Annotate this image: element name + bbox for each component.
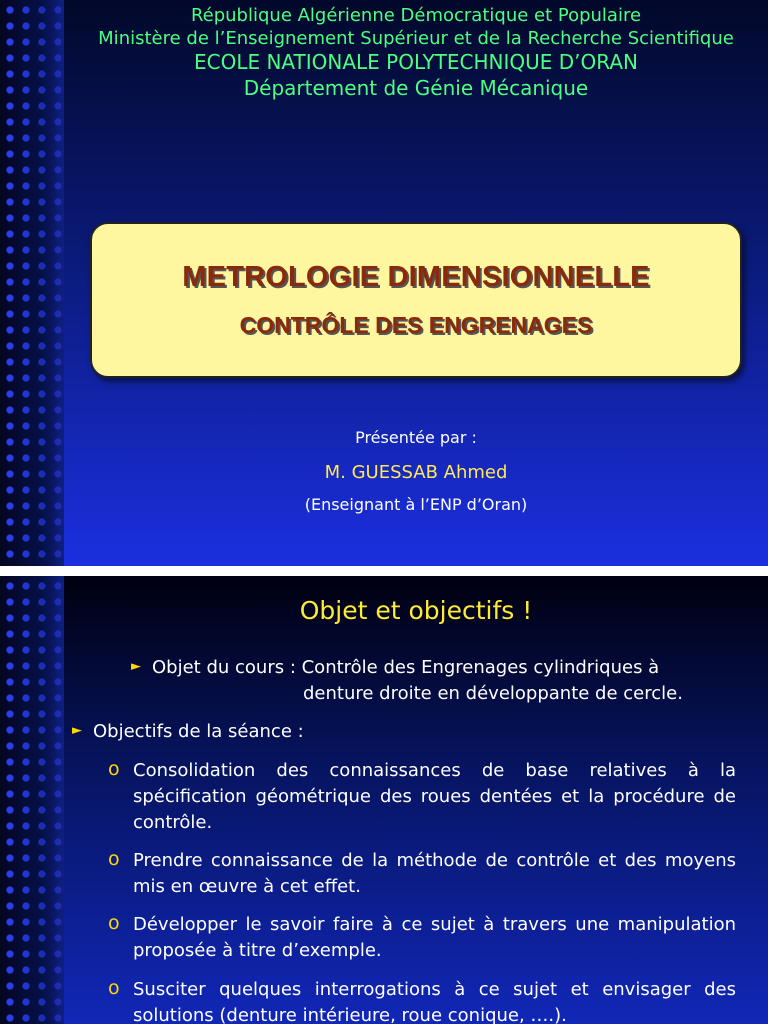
- presented-by-label: Présentée par :: [355, 428, 477, 447]
- circle-bullet-icon: o: [108, 977, 120, 999]
- course-title: METROLOGIE DIMENSIONNELLE: [182, 261, 650, 293]
- arrow-bullet-icon: ►: [131, 659, 141, 674]
- list-item: Développer le savoir faire à ce sujet à travers une manipulation proposée à titre d’exemple.: [133, 914, 736, 961]
- slide-objectives: [0, 576, 768, 1024]
- header-republic: République Algérienne Démocratique et Populaire: [190, 5, 642, 26]
- list-item: Prendre connaissance de la méthode de contrôle et des moyens mis en œuvre à cet effet.: [133, 850, 736, 897]
- decorative-dot-stripe: [0, 576, 64, 1024]
- circle-bullet-icon: o: [108, 758, 120, 780]
- course-subtitle: CONTRÔLE DES ENGRENAGES: [239, 312, 593, 338]
- objet-line-1: Objet du cours : Contrôle des Engrenages cylindriques à: [152, 657, 660, 678]
- list-item: Susciter quelques interrogations à ce sujet et envisager des solutions (denture intérieure, roue conique, ….).: [133, 979, 736, 1024]
- decorative-dot-stripe: [0, 0, 64, 566]
- header-school: ECOLE NATIONALE POLYTECHNIQUE D’ORAN: [193, 50, 639, 74]
- slide-heading: Objet et objectifs !: [299, 596, 533, 625]
- presenter-role: (Enseignant à l’ENP d’Oran): [304, 495, 528, 514]
- circle-bullet-icon: o: [108, 912, 120, 934]
- header-ministry: Ministère de l’Enseignement Supérieur et de la Recherche Scientifique: [98, 28, 734, 49]
- objectifs-label: Objectifs de la séance :: [93, 721, 304, 742]
- header-department: Département de Génie Mécanique: [243, 76, 589, 100]
- list-item: Consolidation des connaissances de base relatives à la spécification géométrique des roues dentées et la procédure de contrôle.: [133, 760, 736, 833]
- arrow-bullet-icon: ►: [72, 723, 82, 738]
- title-box: [90, 222, 742, 378]
- presenter-name: M. GUESSAB Ahmed: [324, 462, 508, 483]
- circle-bullet-icon: o: [108, 848, 120, 870]
- objet-line-2: denture droite en développante de cercle.: [303, 683, 683, 704]
